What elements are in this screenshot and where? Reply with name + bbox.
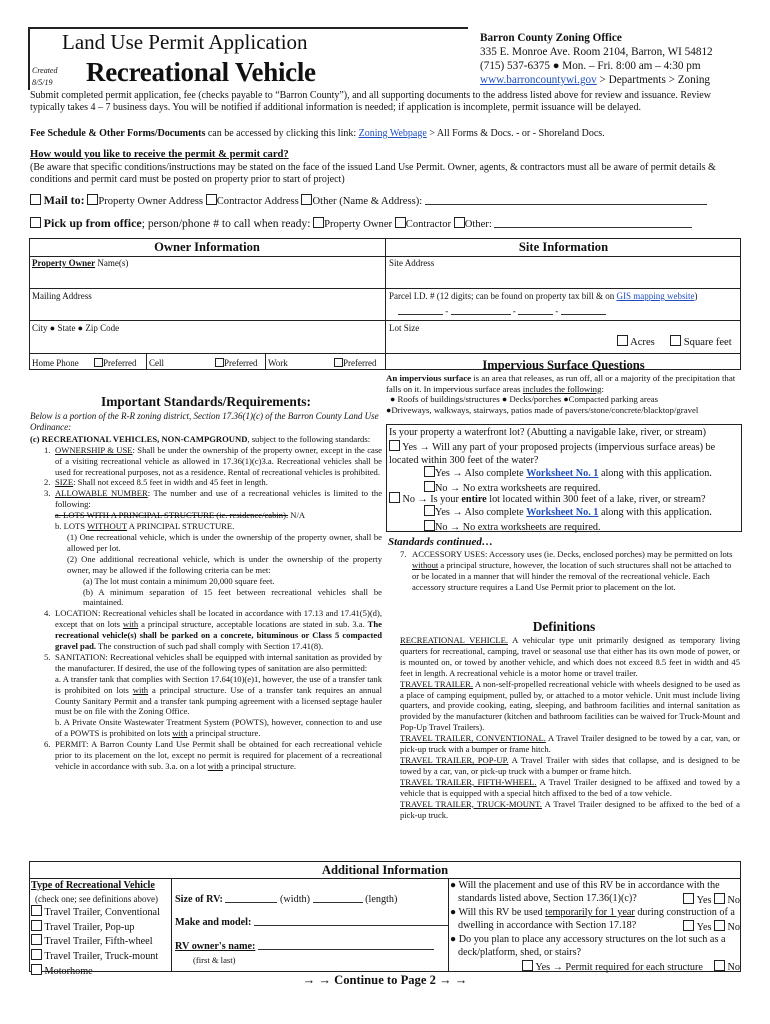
q-temporary-no-checkbox[interactable] [714, 920, 725, 931]
cell-phone-field[interactable]: Cell [149, 358, 164, 368]
zoning-webpage-link[interactable]: Zoning Webpage [358, 128, 427, 139]
owner-name-field[interactable] [32, 258, 128, 269]
rv-owner-label: RV owner's name: [175, 941, 256, 952]
table-line [385, 353, 741, 354]
sqft-label: Square feet [683, 337, 732, 348]
table-line [29, 353, 386, 354]
city-state-zip-field[interactable]: City ● State ● Zip Code [32, 323, 120, 333]
q-temporary: ● Will this RV be used temporarily for 1 year during construction of a dwelling in accordance with Section 17.18? Yes No [450, 907, 740, 933]
cell-preferred-checkbox[interactable] [215, 358, 224, 367]
standards-title: Important Standards/Requirements: [101, 394, 311, 409]
parcel-id-blanks[interactable]: - - - [398, 306, 606, 317]
rv-type-motorhome[interactable]: Motorhome [31, 964, 171, 979]
rv-type-fifth-wheel-checkbox[interactable] [31, 934, 42, 945]
work-preferred-label: Preferred [343, 358, 377, 368]
definition-pop-up: TRAVEL TRAILER, POP-UP. A Travel Trailer with sides that collapse, and is designed to be towed by a car, van, or pick-up truck with a bumper or frame hitch. [400, 754, 740, 776]
mailing-address-field[interactable]: Mailing Address [32, 291, 92, 301]
definition-conventional: TRAVEL TRAILER, CONVENTIONAL. A Travel Trailer designed to be towed by a car, van, or pick-up truck with a bumper or frame hitch. [400, 733, 740, 755]
rv-type-list [31, 880, 171, 978]
office-web-path: > Departments > Zoning [596, 74, 711, 86]
rv-type-pop-up[interactable]: Travel Trailer, Pop-up [31, 920, 171, 935]
additional-divider [171, 878, 172, 972]
waterfront-yes: Yes → Will any part of your proposed projects (impervious surface areas) be located within 300 feet of the water? [389, 442, 716, 466]
work-preferred-checkbox[interactable] [334, 358, 343, 367]
q2-yes-sub: Yes → Also complete Worksheet No. 1 along with this application. No → No extra worksheets are required. [424, 505, 712, 535]
acres-label: Acres [630, 337, 655, 348]
mail-to-label: Mail to: [43, 193, 85, 207]
standard-6: 6. PERMIT: A Barron County Land Use Permit shall be obtained for each recreational vehicle prior to its placement on the lot, except no permit is required for placement of a recreational vehicle in accordance with sub. 3.a. on a lot with a principal structure. [44, 739, 382, 771]
standard-5a: a. A transfer tank that complies with Section 17.64(10)(e)1, however, the use of a transfer tank is prohibited on lots with a principal structure. Use of a transfer tank requires an annual County Sanitary Permit and a transfer tank pumping agreement with a licensed septage hauler must be on file with the Zoning Office. [55, 673, 382, 717]
standard-3b1: (1) One recreational vehicle, which is under the ownership of the property owner, shall be allowed per lot. [67, 531, 382, 553]
owner-info-title: Owner Information [154, 240, 260, 254]
mail-other-checkbox[interactable] [301, 194, 312, 205]
pickup-contractor-label: Contractor [405, 219, 452, 230]
rv-length-field[interactable] [313, 902, 363, 903]
definition-rv: RECREATIONAL VEHICLE. A vehicular type unit primarily designed as temporary living quarters for recreational, camping, travel or seasonal use that either has its own mode of power, or is mounted on, or towed by another vehicle, and which does not exceed 8.5 feet in width and 45 feet in length. A recreational vehicle is a motor home or travel trailer. [400, 635, 740, 678]
pickup-label: Pick up from office [43, 216, 142, 230]
standard-4: 4. LOCATION: Recreational vehicles shall be located in accordance with 17.13 and 17.41(5)(d), except that on lots with a principal structure, acceptable locations are stated in sub. 3.a. The recreational vehicle(s) shall be parked on a concrete, bituminous or Class 5 compacted gravel pad. The construction of such pad shall comply with Section 17.41(8). [44, 608, 382, 652]
rv-type-truck-mount-checkbox[interactable] [31, 949, 42, 960]
rv-type-fifth-wheel[interactable]: Travel Trailer, Fifth-wheel [31, 934, 171, 949]
rv-make-label: Make and model: [175, 917, 252, 928]
standard-3b: b. LOTS WITHOUT A PRINCIPAL STRUCTURE. [55, 521, 235, 532]
fee-after: > All Forms & Docs. - or - Shoreland Docs. [426, 128, 605, 139]
impervious-list-2: ●Driveways, walkways, stairways, patios made of pavers/stone/concrete/blacktop/gravel [386, 404, 699, 415]
q-accessory-yes-checkbox[interactable] [522, 960, 533, 971]
q-accessory-answers: Yes → Permit required for each structure No [450, 960, 740, 975]
additional-questions [450, 880, 740, 974]
standard-7: 7. ACCESSORY USES: Accessory uses (ie. Decks, enclosed porches) may be permitted on lots without a principal structure, however, the location of such structures shall not be attached to or be located in a manner that will hinder the removal of the recreational vehicle. Each accessory structure requires a Land Use Permit prior to placement on the lot. [400, 549, 733, 592]
office-web-link[interactable]: www.barroncountywi.gov [480, 74, 597, 86]
standard-3b2b: (b) A minimum separation of 15 feet between recreational vehicles shall be maintained. [83, 586, 382, 608]
rv-type-truck-mount[interactable]: Travel Trailer, Truck-mount [31, 949, 171, 964]
pickup-contractor-checkbox[interactable] [395, 217, 406, 228]
office-address: 335 E. Monroe Ave. Room 2104, Barron, WI 54812 [480, 46, 713, 58]
impervious-definition: An impervious surface is an area that releases, as run off, all or a majority of the precipitation that falls on it. In impervious surface areas includes the following: ● Roofs of buildings/structures ● Decks/porches ●Compacted parking areas ●Driveways, walkways, stairways, patios made of pavers/stone/concrete/blacktop/gravel [386, 373, 742, 415]
standard-2: 2. SIZE: Shall not exceed 8.5 feet in width and 45 feet in length. [44, 477, 268, 488]
mail-other-field[interactable] [425, 204, 707, 205]
rv-make-row [175, 917, 448, 929]
rv-type-title: Type of Recreational Vehicle [31, 880, 155, 891]
q-accessory-no-checkbox[interactable] [714, 960, 725, 971]
cell-preferred [215, 358, 257, 369]
table-line [29, 288, 741, 289]
phone-divider [146, 354, 147, 370]
impervious-list-1: ● Roofs of buildings/structures ● Decks/porches ●Compacted parking areas [390, 394, 659, 405]
pickup-owner-label: Property Owner [324, 219, 393, 230]
work-phone-field[interactable]: Work [268, 358, 288, 368]
waterfront-no-checkbox[interactable] [389, 492, 400, 503]
definitions-list [400, 635, 740, 820]
q-accessory: ● Do you plan to place any accessory structures on the lot such as a deck/platform, shed, or stairs? [450, 934, 726, 958]
owner-name-label: Name(s) [95, 258, 129, 268]
acres-checkbox[interactable] [617, 335, 628, 346]
pickup-row [30, 216, 692, 232]
fee-text: can be accessed by clicking this link: [205, 128, 359, 139]
q-temporary-yes-checkbox[interactable] [683, 920, 694, 931]
standard-3: 3. ALLOWABLE NUMBER: The number and use of a recreational vehicles is limited to the following: [44, 488, 383, 510]
q2-ws-yes-checkbox[interactable] [424, 505, 435, 516]
rv-owner-row [175, 941, 434, 953]
rv-type-note: (check one; see definitions above) [35, 893, 158, 904]
office-info [480, 31, 713, 87]
standards-column [30, 394, 382, 772]
cell-preferred-label: Preferred [224, 358, 258, 368]
rv-type-conventional[interactable]: Travel Trailer, Conventional [31, 905, 171, 920]
waterfront-question: Is your property a waterfront lot? (Abutting a navigable lake, river, or stream) [389, 427, 706, 438]
q-standards-yes-checkbox[interactable] [683, 893, 694, 904]
additional-info-title: Additional Information [321, 863, 449, 877]
mail-contractor-label: Contractor Address [216, 196, 299, 207]
pickup-checkbox[interactable] [30, 217, 41, 228]
created-date: 8/5/19 [32, 78, 53, 87]
lot-size-units [617, 335, 732, 350]
site-address-field[interactable]: Site Address [389, 258, 435, 268]
mail-contractor-checkbox[interactable] [206, 194, 217, 205]
table-divider [385, 238, 386, 370]
pickup-other-label: Other: [464, 219, 492, 230]
home-phone-field[interactable]: Home Phone [32, 358, 79, 368]
worksheet-link-1[interactable]: Worksheet No. 1 [526, 468, 599, 479]
table-header-line [29, 256, 741, 257]
rv-width-field[interactable] [225, 902, 277, 903]
rv-size-row [175, 894, 397, 906]
rv-type-pop-up-checkbox[interactable] [31, 920, 42, 931]
standard-3b2a: (a) The lot must contain a minimum 20,000 square feet. [83, 575, 275, 586]
standard-3b2: (2) One additional recreational vehicle, which is under the ownership of the property owner, may be allowed if the following criteria can be met: [67, 553, 382, 575]
rv-make-field[interactable] [254, 925, 448, 926]
lot-size-field[interactable]: Lot Size [389, 323, 420, 333]
standard-1: 1. OWNERSHIP & USE: Shall be under the ownership of the property owner, except in the case of a visiting recreational vehicle as allowed in 17.36(1)(c)3.a. Recreational vehicles shall be used for recreational purposes, not as a residence. Rental of recreational vehicles is prohibited. [44, 444, 382, 477]
continue-to-page-2: → → Continue to Page 2 → → [302, 973, 468, 987]
intro-text: Submit completed permit application, fee (checks payable to “Barron County”), and all supporting documents to the address listed above for review and issuance. Review typically takes 4 – 7 business days. You will be notified if additional information is needed; if application is incomplete, permit issuance will be delayed. [30, 90, 711, 113]
created-label: Created [32, 66, 58, 75]
definition-fifth-wheel: TRAVEL TRAILER, FIFTH-WHEEL. A Travel Trailer designed to be affixed and towed by a vehicle that is equipped with a special hitch affixed to the bed of a tow vehicle. [400, 776, 740, 798]
additional-divider [448, 878, 449, 972]
table-line [29, 320, 741, 321]
q2-ws-no-checkbox[interactable] [424, 520, 435, 531]
office-phone-hours: (715) 537-6375 ● Mon. – Fri. 8:00 am – 4:30 pm [480, 60, 701, 72]
sqft-checkbox[interactable] [670, 335, 681, 346]
office-name: Barron County Zoning Office [480, 32, 622, 44]
pickup-other-checkbox[interactable] [454, 217, 465, 228]
title-line1: Land Use Permit Application [62, 30, 308, 54]
mail-other-label: Other (Name & Address): [312, 196, 423, 207]
mail-owner-checkbox[interactable] [87, 194, 98, 205]
phone-row [32, 358, 384, 369]
office-web [480, 73, 713, 87]
worksheet-link-2[interactable]: Worksheet No. 1 [526, 507, 599, 518]
standard-5b: b. A Private Onsite Wastewater Treatment System (POWTS), however, connection to and use of a POWTS is prohibited on lots with a principal structure. [55, 717, 382, 739]
work-preferred [334, 358, 376, 369]
rv-type-conventional-checkbox[interactable] [31, 905, 42, 916]
parcel-id-label: Parcel I.D. # (12 digits; can be found on property tax bill & on GIS mapping website) [389, 291, 698, 301]
standard-c: (c) RECREATIONAL VEHICLES, NON-CAMPGROUND, subject to the following standards: [30, 433, 371, 444]
definition-truck-mount: TRAVEL TRAILER, TRUCK-MOUNT. A Travel Trailer designed to be affixed to the bed of a pick-up truck. [400, 798, 740, 820]
waterfront-no: No → Is your entire lot located within 300 feet of a lake, river, or stream? [389, 492, 706, 506]
definitions-title: Definitions [532, 619, 596, 634]
rv-width-label: (width) [280, 894, 311, 905]
mail-to-row [30, 193, 707, 209]
page-title: Recreational Vehicle [86, 57, 316, 87]
site-info-title: Site Information [518, 240, 609, 254]
rv-owner-note: (first & last) [193, 955, 236, 965]
impervious-title: Impervious Surface Questions [482, 358, 645, 372]
receive-question: How would you like to receive the permit & permit card? [30, 149, 289, 160]
pickup-text: ; person/phone # to call when ready: [141, 217, 311, 230]
fee-schedule-line [30, 128, 742, 140]
waterfront-yes-checkbox[interactable] [389, 440, 400, 451]
fee-bold: Fee Schedule & Other Forms/Documents [30, 128, 206, 139]
q1-ws-no-checkbox[interactable] [424, 481, 435, 492]
owner-name-label-u: Property Owner [32, 258, 96, 268]
home-preferred-checkbox[interactable] [94, 358, 103, 367]
phone-divider [265, 354, 266, 370]
pickup-owner-checkbox[interactable] [313, 217, 324, 228]
rv-owner-field[interactable] [258, 949, 434, 950]
definition-travel-trailer: TRAVEL TRAILER. A non-self-propelled recreational vehicle with wheels designed to be used as a place of camping equipment, pulled by, or attached to a motor vehicle. Unit must include living quarters, and provide cooking, eating, sleeping, and bathroom facilities and internal sanitation as provided by the manufacturer (kitchen and bathroom facilities can be waived for Truck-Mount and Pop-Up Travel Trailers). [400, 678, 740, 733]
q1-yes-sub: Yes → Also complete Worksheet No. 1 along with this application. No → No extra worksheets are required. [424, 466, 712, 496]
standards-continued-title: Standards continued… [388, 536, 493, 548]
mail-owner-label: Property Owner Address [98, 196, 204, 207]
q-standards: ● Will the placement and use of this RV be in accordance with the standards listed above, Section 17.36(1)(c)? Yes No [450, 880, 740, 906]
rv-size-label: Size of RV: [175, 894, 223, 905]
standard-5: 5. SANITATION: Recreational vehicles shall be equipped with internal sanitation as provided by the manufacturer. If desired, the use of the following types of sanitation are also permitted: [44, 651, 382, 673]
standards-intro: Below is a portion of the R-R zoning district, Section 17.36(1)(c) of the Barron County Land Use Ordinance: [30, 411, 379, 432]
rv-length-label: (length) [365, 894, 398, 905]
receive-note: (Be aware that specific conditions/instructions may be stated on the face of the issued Land Use Permit. Owner, agents, & contractors must all be aware of permit details & conditions and permit card must be posted on property prior to start of project) [30, 162, 716, 185]
q1-ws-yes-checkbox[interactable] [424, 466, 435, 477]
pickup-other-field[interactable] [494, 227, 692, 228]
home-preferred-label: Preferred [103, 358, 137, 368]
mail-to-checkbox[interactable] [30, 194, 41, 205]
q-standards-no-checkbox[interactable] [714, 893, 725, 904]
gis-mapping-link[interactable]: GIS mapping website [616, 291, 695, 301]
standard-3a: a. LOTS WITH A PRINCIPAL STRUCTURE (ie. residence/cabin). N/A [55, 510, 306, 521]
